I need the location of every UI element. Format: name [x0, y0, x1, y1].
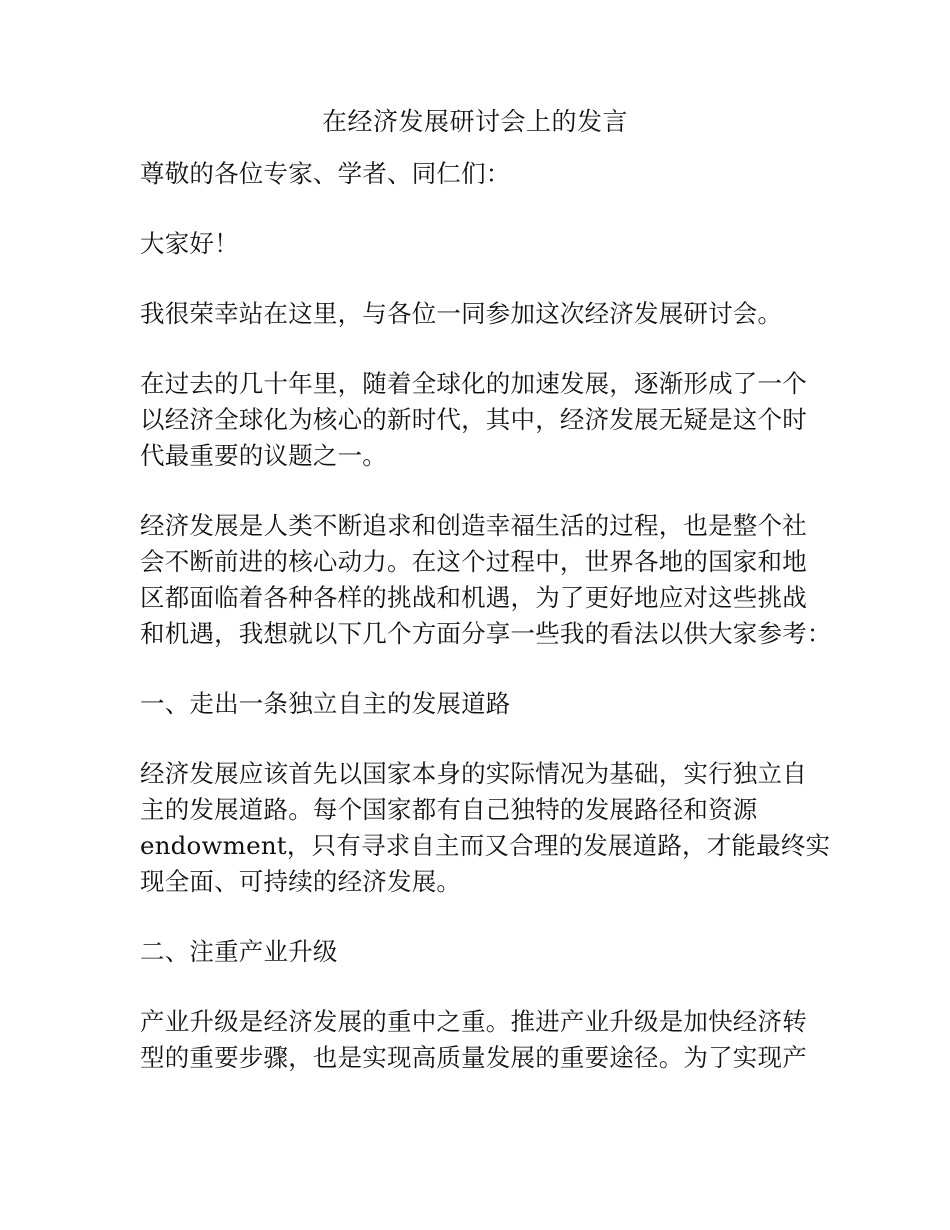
paragraph-salutation: [140, 156, 830, 192]
text-line: 二、注重产业升级: [140, 937, 338, 966]
document-body: [140, 156, 830, 1110]
paragraph-development-process: [140, 508, 830, 652]
text-line: 经济发展是人类不断追求和创造幸福生活的过程，也是整个社: [140, 511, 807, 540]
text-line: 代最重要的议题之一。: [140, 441, 387, 470]
document-title: 在经济发展研讨会上的发言: [321, 107, 628, 136]
text-line: 一、走出一条独立自主的发展道路: [140, 689, 511, 718]
paragraph-industrial-upgrade: [140, 1004, 830, 1076]
text-line: 和机遇，我想就以下几个方面分享一些我的看法以供大家参考：: [140, 619, 832, 648]
text-line: 型的重要步骤，也是实现高质量发展的重要途径。为了实现产: [140, 1043, 807, 1072]
paragraph-greeting: [140, 226, 830, 262]
text-line: 大家好！: [140, 229, 239, 258]
section-heading-1: [140, 686, 830, 722]
text-line: 主的发展道路。每个国家都有自己独特的发展路径和资源: [140, 795, 758, 824]
text-line: 以经济全球化为核心的新时代，其中，经济发展无疑是这个时: [140, 405, 807, 434]
text-line: 尊敬的各位专家、学者、同仁们：: [140, 159, 511, 188]
text-line: endowment，只有寻求自主而又合理的发展道路，才能最终实: [140, 831, 831, 860]
paragraph-independent-path: [140, 756, 830, 900]
text-line: 我很荣幸站在这里，与各位一同参加这次经济发展研讨会。: [140, 299, 783, 328]
paragraph-globalization: [140, 366, 830, 474]
paragraph-intro: [140, 296, 830, 332]
text-line: 区都面临着各种各样的挑战和机遇，为了更好地应对这些挑战: [140, 583, 807, 612]
text-line: 现全面、可持续的经济发展。: [140, 867, 462, 896]
text-line: 在过去的几十年里，随着全球化的加速发展，逐渐形成了一个: [140, 369, 807, 398]
text-line: 产业升级是经济发展的重中之重。推进产业升级是加快经济转: [140, 1007, 807, 1036]
text-line: 会不断前进的核心动力。在这个过程中，世界各地的国家和地: [140, 547, 807, 576]
section-heading-2: [140, 934, 830, 970]
text-line: 经济发展应该首先以国家本身的实际情况为基础，实行独立自: [140, 759, 807, 788]
